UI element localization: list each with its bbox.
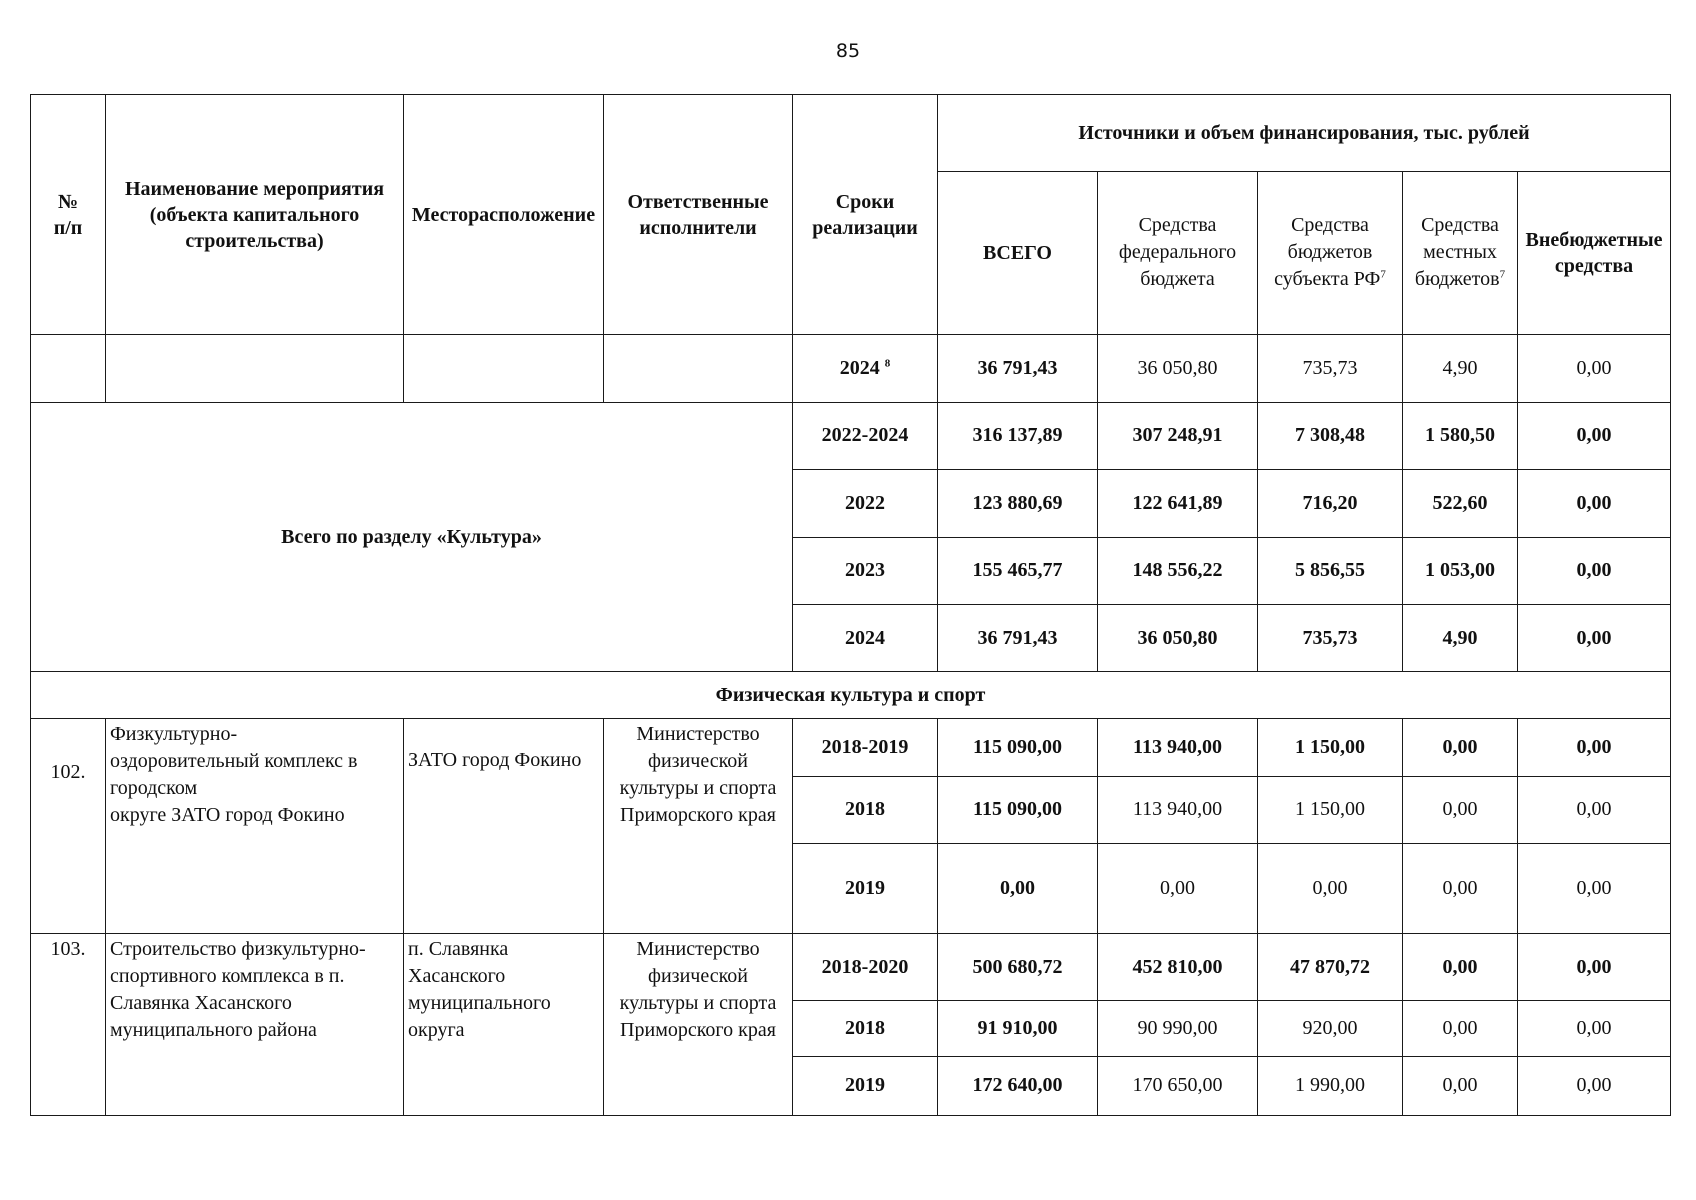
period-cell: 2018	[793, 776, 938, 843]
period-cell: 2018	[793, 1001, 938, 1056]
period-cell: 2024 $^8$	[793, 335, 938, 402]
table-row	[31, 719, 1671, 776]
federal-cell: 36 050,80	[1098, 335, 1258, 402]
total-cell: 316 137,89	[938, 402, 1098, 469]
header-executors: Ответственные исполнители	[604, 95, 793, 335]
header-num: № п/п	[31, 95, 106, 335]
regional-cell: 716,20	[1258, 470, 1403, 537]
header-row	[31, 95, 1671, 172]
local-cell: 0,00	[1403, 776, 1518, 843]
extra-cell: 0,00	[1518, 776, 1671, 843]
total-cell: 500 680,72	[938, 934, 1098, 1001]
federal-cell: 36 050,80	[1098, 604, 1258, 671]
regional-cell: 47 870,72	[1258, 934, 1403, 1001]
local-cell: 0,00	[1403, 934, 1518, 1001]
extra-cell: 0,00	[1518, 844, 1671, 934]
federal-cell: 122 641,89	[1098, 470, 1258, 537]
header-period: Сроки реализации	[793, 95, 938, 335]
total-cell: 36 791,43	[938, 604, 1098, 671]
total-cell: 0,00	[938, 844, 1098, 934]
federal-cell: 148 556,22	[1098, 537, 1258, 604]
local-cell: 522,60	[1403, 470, 1518, 537]
local-cell: 4,90	[1403, 335, 1518, 402]
local-cell: 0,00	[1403, 844, 1518, 934]
extra-cell: 0,00	[1518, 537, 1671, 604]
header-total: ВСЕГО	[938, 171, 1098, 335]
period-cell: 2024	[793, 604, 938, 671]
federal-cell: 452 810,00	[1098, 934, 1258, 1001]
period-cell: 2019	[793, 1056, 938, 1115]
page-number: 85	[835, 40, 861, 62]
total-cell: 123 880,69	[938, 470, 1098, 537]
local-cell: 0,00	[1403, 1001, 1518, 1056]
culture-total-label: Всего по разделу «Культура»	[31, 402, 793, 672]
extra-cell: 0,00	[1518, 604, 1671, 671]
regional-cell: 735,73	[1258, 335, 1403, 402]
table-row	[31, 335, 1671, 402]
federal-cell: 0,00	[1098, 844, 1258, 934]
header-extra: Внебюджетные средства	[1518, 171, 1671, 335]
regional-cell: 920,00	[1258, 1001, 1403, 1056]
section-title: Физическая культура и спорт	[31, 672, 1671, 719]
extra-cell: 0,00	[1518, 934, 1671, 1001]
regional-cell: 1 990,00	[1258, 1056, 1403, 1115]
federal-cell: 113 940,00	[1098, 719, 1258, 776]
total-cell: 172 640,00	[938, 1056, 1098, 1115]
item-name: Физкультурно- оздоровительный комплекс в городском округе ЗАТО город Фокино	[106, 719, 404, 934]
period-cell: 2018-2019	[793, 719, 938, 776]
item-number: 103.	[31, 934, 106, 1116]
regional-cell: 735,73	[1258, 604, 1403, 671]
total-cell: 36 791,43	[938, 335, 1098, 402]
regional-cell: 1 150,00	[1258, 776, 1403, 843]
local-cell: 0,00	[1403, 719, 1518, 776]
item-location: ЗАТО город Фокино	[404, 719, 604, 934]
federal-cell: 170 650,00	[1098, 1056, 1258, 1115]
local-cell: 1 053,00	[1403, 537, 1518, 604]
federal-cell: 307 248,91	[1098, 402, 1258, 469]
table-row	[31, 934, 1671, 1001]
item-executors: Министерство физической культуры и спорта Приморского края	[604, 719, 793, 934]
period-cell: 2022-2024	[793, 402, 938, 469]
total-cell: 115 090,00	[938, 719, 1098, 776]
total-cell: 115 090,00	[938, 776, 1098, 843]
header-sources: Источники и объем финансирования, тыс. рублей	[938, 95, 1671, 172]
extra-cell: 0,00	[1518, 1001, 1671, 1056]
period-cell: 2019	[793, 844, 938, 934]
table-row	[31, 402, 1671, 469]
extra-cell: 0,00	[1518, 470, 1671, 537]
financing-table	[30, 94, 1671, 1116]
local-cell: 0,00	[1403, 1056, 1518, 1115]
regional-cell: 7 308,48	[1258, 402, 1403, 469]
extra-cell: 0,00	[1518, 335, 1671, 402]
total-cell: 91 910,00	[938, 1001, 1098, 1056]
header-name: Наименование мероприятия (объекта капитального строительства)	[106, 95, 404, 335]
header-location: Месторасположение	[404, 95, 604, 335]
period-cell: 2023	[793, 537, 938, 604]
extra-cell: 0,00	[1518, 719, 1671, 776]
local-cell: 1 580,50	[1403, 402, 1518, 469]
period-cell: 2018-2020	[793, 934, 938, 1001]
regional-cell: 1 150,00	[1258, 719, 1403, 776]
item-executors: Министерство физической культуры и спорта Приморского края	[604, 934, 793, 1116]
regional-cell: 0,00	[1258, 844, 1403, 934]
extra-cell: 0,00	[1518, 1056, 1671, 1115]
federal-cell: 90 990,00	[1098, 1001, 1258, 1056]
item-name: Строительство физкультурно-спортивного комплекса в п. Славянка Хасанского муниципального района	[106, 934, 404, 1116]
period-cell: 2022	[793, 470, 938, 537]
header-federal: Средства федерального бюджета	[1098, 171, 1258, 335]
federal-cell: 113 940,00	[1098, 776, 1258, 843]
local-cell: 4,90	[1403, 604, 1518, 671]
item-location: п. Славянка Хасанского муниципального округа	[404, 934, 604, 1116]
regional-cell: 5 856,55	[1258, 537, 1403, 604]
section-row	[31, 672, 1671, 719]
total-cell: 155 465,77	[938, 537, 1098, 604]
header-local: Средства местных бюджетов$^7$	[1403, 171, 1518, 335]
item-number: 102.	[31, 719, 106, 934]
header-regional: Средства бюджетов субъекта $РФ^7$	[1258, 171, 1403, 335]
extra-cell: 0,00	[1518, 402, 1671, 469]
